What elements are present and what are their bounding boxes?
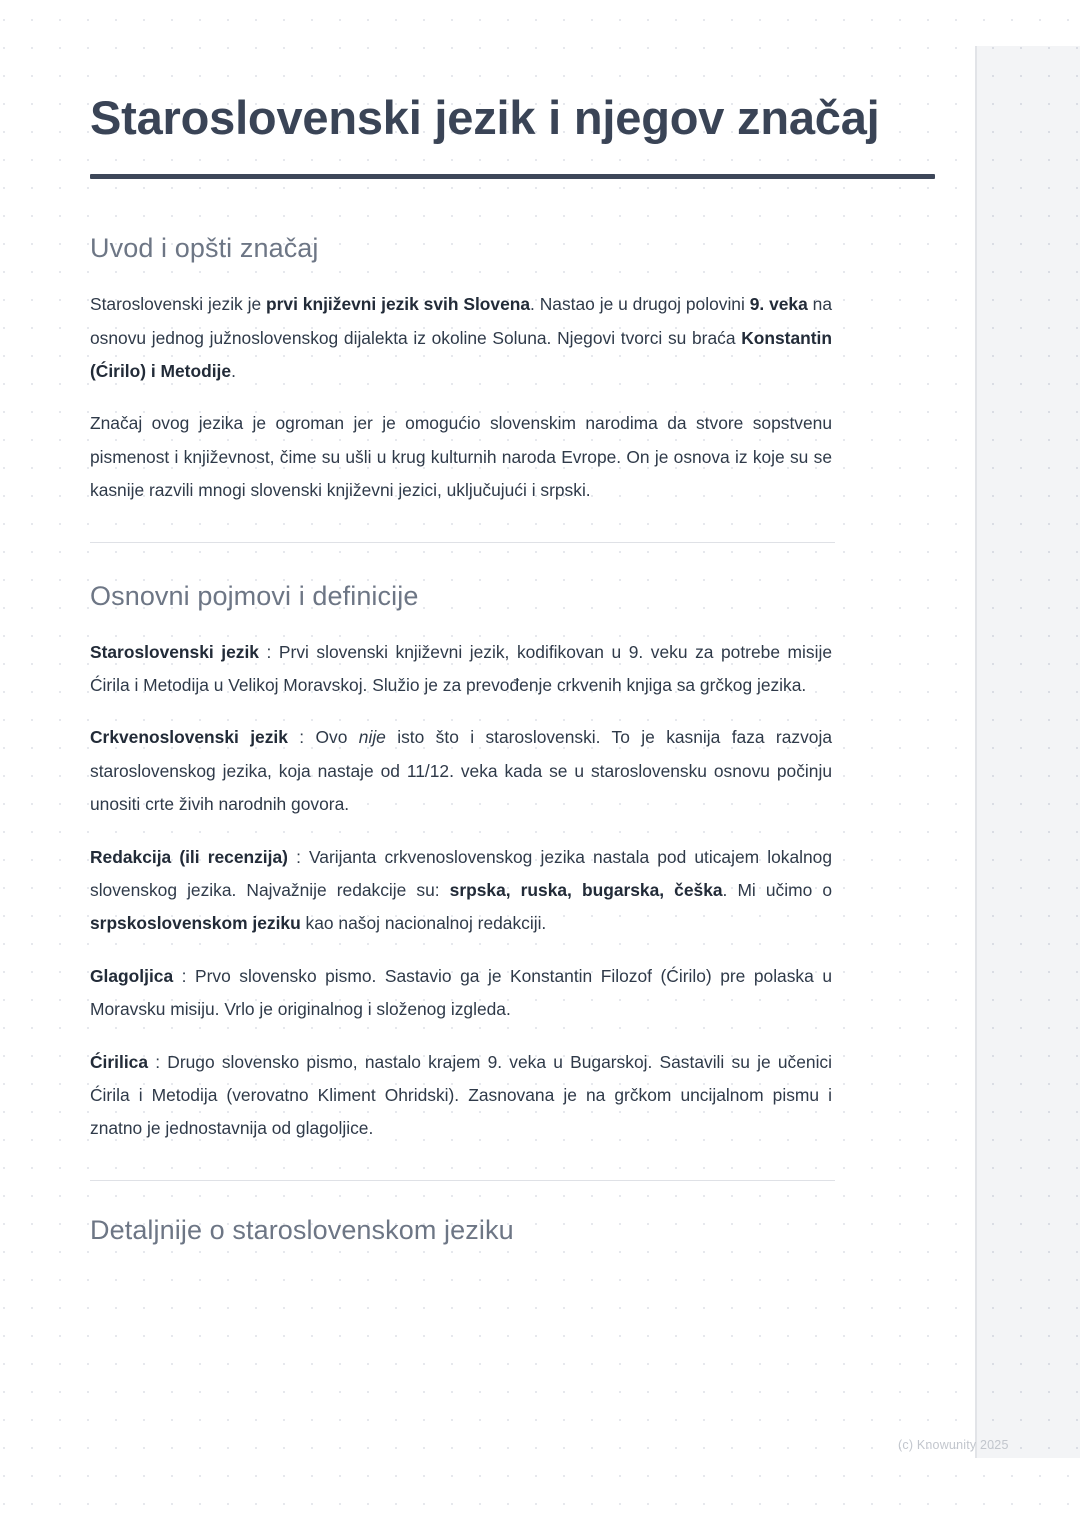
page-gutter-band [975, 46, 1080, 1458]
paragraph-uvod-2: Značaj ovog jezika je ogroman jer je omogućio slovenskim narodima da stvore sopstvenu pismenost i književnost, čime su ušli u krug kulturnih naroda Evrope. On je osnova iz koje su se kasnije razvili mnogi slovenski književni jezici, uključujući i srpski. [90, 413, 832, 501]
definition-cirilica: Ćirilica : Drugo slovensko pismo, nastalo krajem 9. veka u Bugarskoj. Sastavili su je učenici Ćirila i Metodija (verovatno Kliment Ohridski). Zasnovana je na grčkom uncijalnom pismu i znatno je jednostavnija od glagoljice. [90, 1051, 832, 1139]
definition-redakcija: Redakcija (ili recenzija) : Varijanta crkvenoslovenskog jezika nastala pod uticajem lokalnog slovenskog jezika. Najvažnije redakcije su: srpska, ruska, bugarska, češka. Mi učimo o srpskoslovenskom jeziku kao našoj nacionalnoj redakciji. [90, 846, 832, 934]
definition-staroslovenski-jezik: Staroslovenski jezik : Prvi slovenski književni jezik, kodifikovan u 9. veku za potrebe misije Ćirila i Metodija u Velikoj Moravskoj. Služio je za prevođenje crkvenih knjiga sa grčkog jezika. [90, 641, 832, 695]
section-heading-uvod: Uvod i opšti značaj [90, 233, 319, 264]
definition-crkvenoslovenski-jezik: Crkvenoslovenski jezik : Ovo nije isto što i staroslovenski. To je kasnija faza razvoja staroslovenskog jezika, koja nastaje od 11/12. veka kada se u staroslovensku osnovu počinju unositi crte živih narodnih govora. [90, 727, 832, 815]
definition-glagoljica: Glagoljica : Prvo slovensko pismo. Sastavio ga je Konstantin Filozof (Ćirilo) pre polaska u Moravsku misiju. Vrlo je originalnog i složenog izgleda. [90, 965, 832, 1020]
document-content-column [90, 0, 880, 1246]
section-heading-pojmovi: Osnovni pojmovi i definicije [90, 580, 419, 611]
page-title: Staroslovenski jezik i njegov značaj [90, 91, 880, 144]
copyright-watermark: (c) Knowunity 2025 [898, 1438, 1009, 1452]
paragraph-uvod-1: Staroslovenski jezik je prvi književni jezik svih Slovena. Nastao je u drugoj polovini 9. veka na osnovu jednog južnoslovenskog dijalekta iz okoline Soluna. Njegovi tvorci su braća Konstantin (Ćirilo) i Metodije. [90, 294, 832, 381]
section-heading-detaljnije: Detaljnije o staroslovenskom jeziku [90, 1214, 514, 1245]
